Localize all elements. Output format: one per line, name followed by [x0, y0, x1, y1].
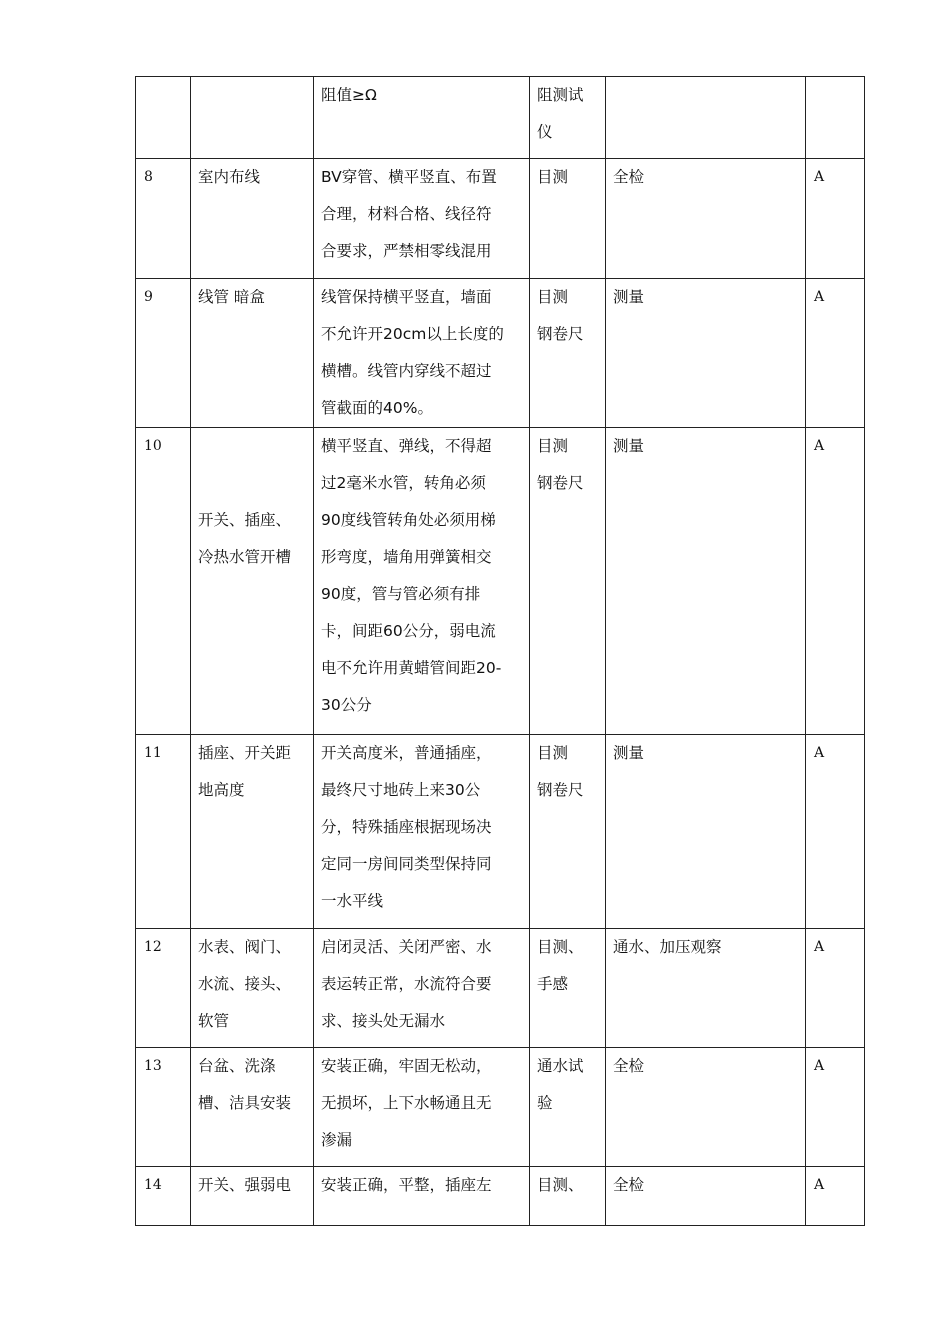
- item-name-cell: 台盆、洗涤 槽、洁具安装: [191, 1048, 314, 1167]
- requirement-cell: 阻值≥Ω: [314, 77, 530, 159]
- scope-cell: 测量: [606, 279, 806, 428]
- item-number-cell: 14: [136, 1167, 191, 1226]
- item-name-cell: 开关、强弱电: [191, 1167, 314, 1226]
- grade-cell: A: [806, 279, 865, 428]
- method-cell: 目测 钢卷尺: [530, 428, 606, 735]
- item-number-cell: 11: [136, 735, 191, 929]
- requirement-cell: 启闭灵活、关闭严密、水 表运转正常，水流符合要 求、接头处无漏水: [314, 929, 530, 1048]
- scope-cell: 测量: [606, 735, 806, 929]
- grade-cell: A: [806, 929, 865, 1048]
- scope-cell: 全检: [606, 159, 806, 279]
- requirement-cell: 开关高度米，普通插座， 最终尺寸地砖上来30公 分，特殊插座根据现场决 定同一房间同类型保持同 一水平线: [314, 735, 530, 929]
- method-cell: 目测 钢卷尺: [530, 735, 606, 929]
- table-row: [136, 279, 865, 428]
- grade-cell: [806, 77, 865, 159]
- requirement-cell: 线管保持横平竖直，墙面 不允许开20cm以上长度的 横槽。线管内穿线不超过 管截面的40%。: [314, 279, 530, 428]
- requirement-cell: 横平竖直、弹线，不得超 过2毫米水管，转角必须 90度线管转角处必须用梯 形弯度，墙角用弹簧相交 90度，管与管必须有排 卡，间距60公分，弱电流 电不允许用黄蜡管间距20- 30公分: [314, 428, 530, 735]
- scope-cell: 测量: [606, 428, 806, 735]
- method-cell: 目测 钢卷尺: [530, 279, 606, 428]
- method-cell: 目测: [530, 159, 606, 279]
- grade-cell: A: [806, 428, 865, 735]
- method-cell: 阻测试 仪: [530, 77, 606, 159]
- item-number-cell: [136, 77, 191, 159]
- item-number-cell: 9: [136, 279, 191, 428]
- table-row: [136, 428, 865, 735]
- table-row: [136, 1048, 865, 1167]
- inspection-table: [135, 76, 865, 1226]
- grade-cell: A: [806, 1167, 865, 1226]
- item-name-cell: [191, 77, 314, 159]
- requirement-cell: BV穿管、横平竖直、布置 合理，材料合格、线径符 合要求，严禁相零线混用: [314, 159, 530, 279]
- grade-cell: A: [806, 1048, 865, 1167]
- method-cell: 目测、: [530, 1167, 606, 1226]
- table-row: [136, 735, 865, 929]
- grade-cell: A: [806, 159, 865, 279]
- item-name-cell: 水表、阀门、 水流、接头、 软管: [191, 929, 314, 1048]
- method-cell: 目测、 手感: [530, 929, 606, 1048]
- requirement-cell: 安装正确，牢固无松动， 无损坏，上下水畅通且无 渗漏: [314, 1048, 530, 1167]
- scope-cell: 全检: [606, 1167, 806, 1226]
- table-row: [136, 77, 865, 159]
- item-name-cell: 线管 暗盒: [191, 279, 314, 428]
- item-name-cell: 室内布线: [191, 159, 314, 279]
- item-number-cell: 8: [136, 159, 191, 279]
- scope-cell: [606, 77, 806, 159]
- item-number-cell: 12: [136, 929, 191, 1048]
- grade-cell: A: [806, 735, 865, 929]
- requirement-cell: 安装正确，平整，插座左: [314, 1167, 530, 1226]
- item-name-cell: 开关、插座、 冷热水管开槽: [191, 428, 314, 735]
- table-row: [136, 929, 865, 1048]
- method-cell: 通水试 验: [530, 1048, 606, 1167]
- item-name-cell: 插座、开关距 地高度: [191, 735, 314, 929]
- scope-cell: 通水、加压观察: [606, 929, 806, 1048]
- scope-cell: 全检: [606, 1048, 806, 1167]
- table-row: [136, 159, 865, 279]
- item-number-cell: 13: [136, 1048, 191, 1167]
- item-number-cell: 10: [136, 428, 191, 735]
- table-row: [136, 1167, 865, 1226]
